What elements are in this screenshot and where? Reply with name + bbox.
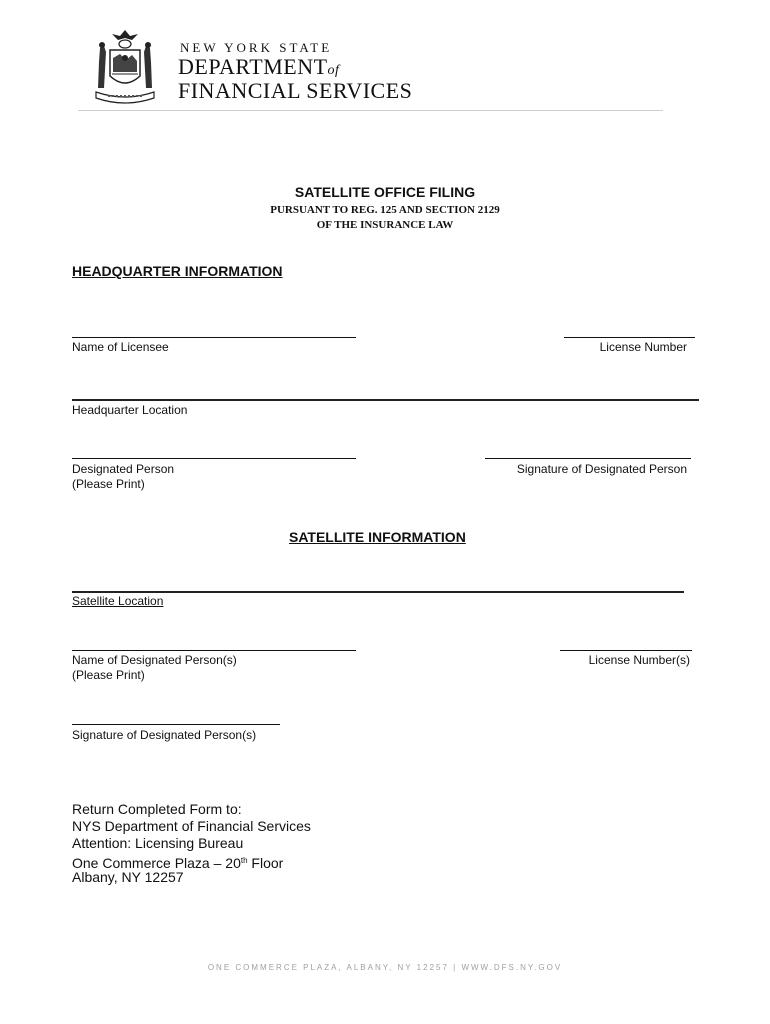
return-address-line4-suffix: Floor (247, 855, 284, 871)
name-designated-persons-label: Name of Designated Person(s) (72, 653, 237, 667)
license-numbers-label: License Number(s) (588, 653, 690, 667)
designated-person-please-print: (Please Print) (72, 477, 145, 491)
designated-person-field[interactable] (72, 458, 356, 459)
return-address (72, 801, 311, 886)
return-address-line1: Return Completed Form to: (72, 801, 242, 817)
signature-designated-persons-label: Signature of Designated Person(s) (72, 728, 257, 742)
name-designated-persons-field[interactable] (72, 650, 356, 651)
name-of-licensee-field[interactable] (72, 337, 356, 338)
form-subtitle-line2: OF THE INSURANCE LAW (316, 219, 454, 231)
headquarter-location-label: Headquarter Location (72, 403, 188, 417)
return-address-line3: Attention: Licensing Bureau (72, 835, 244, 851)
return-address-line5: Albany, NY 12257 (72, 869, 184, 885)
headquarter-location-field[interactable] (72, 399, 699, 401)
name-designated-persons-please-print: (Please Print) (72, 668, 145, 682)
license-numbers-field[interactable] (560, 650, 692, 651)
return-address-line4-prefix: One Commerce Plaza – 20 (72, 855, 241, 871)
letterhead-divider (78, 110, 663, 111)
form-title: SATELLITE OFFICE FILING (294, 184, 476, 200)
page-footer: ONE COMMERCE PLAZA, ALBANY, NY 12257 | WWW.DFS.NY.GOV (207, 963, 563, 972)
name-of-licensee-label: Name of Licensee (72, 340, 169, 354)
letterhead-department-main: DEPARTMENT (178, 54, 328, 79)
headquarter-heading: HEADQUARTER INFORMATION (72, 263, 283, 279)
form-subtitle-line1: PURSUANT TO REG. 125 AND SECTION 2129 (270, 204, 500, 216)
satellite-location-label: Satellite Location (72, 594, 164, 608)
signature-designated-person-field[interactable] (485, 458, 691, 459)
nys-seal-logo (90, 28, 160, 106)
license-number-field[interactable] (564, 337, 695, 338)
license-number-label: License Number (599, 340, 687, 354)
letterhead-financial-services: FINANCIAL SERVICES (178, 78, 413, 103)
return-address-line2: NYS Department of Financial Services (72, 818, 311, 834)
signature-designated-person-label: Signature of Designated Person (516, 462, 687, 476)
return-address-line4-sup: th (240, 856, 248, 865)
satellite-heading: SATELLITE INFORMATION (289, 529, 466, 545)
letterhead-state: NEW YORK STATE (180, 40, 333, 55)
satellite-location-field[interactable] (72, 591, 684, 593)
return-address-line4 (72, 852, 311, 869)
letterhead-department-of: of (327, 63, 340, 78)
designated-person-label: Designated Person (72, 462, 175, 476)
signature-designated-persons-field[interactable] (72, 724, 280, 725)
